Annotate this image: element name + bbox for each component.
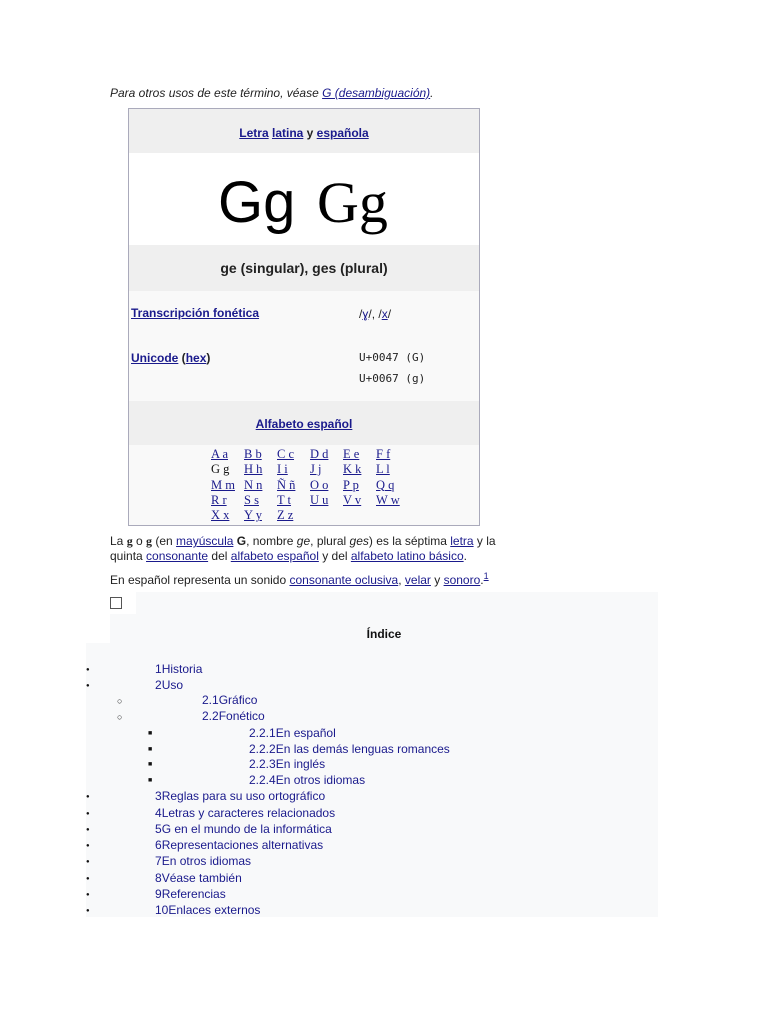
text: del [208, 549, 231, 563]
letter-link[interactable]: Ñ ñ [277, 477, 296, 492]
toc-number: 2.2 [202, 709, 219, 723]
toc-bullet: ● [86, 859, 90, 865]
toc-bullet: ● [86, 876, 90, 882]
toc-item[interactable] [155, 871, 242, 885]
espanola-link[interactable]: española [316, 126, 369, 140]
toc-item[interactable] [155, 789, 325, 803]
slash-close: / [387, 307, 392, 321]
toc-bullet: ○ [117, 696, 123, 706]
toc-number: 2.1 [202, 693, 219, 707]
toc-number: 2.2.4 [249, 773, 276, 787]
hatnote-period: . [430, 86, 434, 100]
toc-number: 9 [155, 887, 162, 901]
toc-item[interactable] [155, 887, 226, 901]
slash-mid: /, / [368, 307, 382, 321]
letter-link[interactable]: K k [343, 462, 362, 477]
toc-number: 5 [155, 822, 162, 836]
text: , nombre [246, 534, 297, 548]
hex-link[interactable]: hex [185, 351, 207, 365]
toc-item[interactable] [155, 822, 332, 836]
letra-link-2[interactable]: letra [450, 534, 474, 548]
transcripcion-label [131, 306, 259, 320]
letra-link[interactable]: Letra [239, 126, 269, 140]
toc-bullet: ■ [148, 777, 153, 784]
letter-link[interactable]: B b [244, 447, 262, 461]
letter-link[interactable]: X x [211, 508, 230, 523]
infobox-header [129, 109, 479, 153]
toc-number: 2.2.2 [249, 742, 276, 756]
toc-number: 2 [155, 678, 162, 692]
hatnote [110, 86, 434, 100]
glyph-serif: Gg [317, 170, 388, 235]
toc-text: Gráfico [218, 693, 258, 707]
toc-number: 2.2.1 [249, 726, 276, 740]
toc-bullet: ● [86, 892, 90, 898]
letter-link[interactable]: L l [376, 462, 390, 477]
toc-text: En español [275, 726, 336, 740]
toc-item[interactable] [155, 678, 183, 692]
toc-item[interactable] [202, 693, 257, 707]
alfabeto-latino-link[interactable]: alfabeto latino básico [350, 549, 464, 563]
unicode-link[interactable]: Unicode [131, 351, 179, 365]
text: ) es la séptima [368, 534, 451, 548]
toc-item[interactable] [155, 806, 335, 820]
g-serif-bold-2: g [146, 534, 153, 548]
toc-bullet: ■ [148, 746, 153, 753]
toc-bullet: ■ [148, 730, 153, 737]
toc-number: 2.2.3 [249, 757, 276, 771]
toc-text: Reglas para su uso ortográfico [161, 789, 326, 803]
intro-paragraph [110, 534, 570, 564]
slash-open: / [359, 307, 363, 321]
alphabet-row [211, 478, 401, 493]
toc-number: 1 [155, 662, 162, 676]
toc-text: Enlaces externos [168, 903, 261, 917]
letter-link[interactable]: C c [277, 447, 295, 461]
text: . [480, 573, 484, 587]
letter-link[interactable]: Y y [244, 508, 262, 523]
letter-link[interactable]: Q q [376, 477, 395, 492]
text: y [430, 573, 444, 587]
toc-bullet: ● [86, 683, 90, 689]
toc-bullet: ● [86, 843, 90, 849]
ges-italic: ges [349, 534, 369, 548]
toc-item[interactable] [249, 726, 336, 740]
letter-link[interactable]: O o [310, 477, 329, 492]
letter-link[interactable]: A a [211, 447, 229, 461]
sonoro-link[interactable]: sonoro [443, 573, 481, 587]
letter-link[interactable]: M m [211, 477, 235, 492]
toc-number: 4 [155, 806, 162, 820]
unicode-value-2: U+0067 (g) [359, 372, 426, 385]
text: , [398, 573, 405, 587]
phoneme-y-link[interactable]: ɣ [362, 307, 369, 321]
letter-link[interactable]: E e [343, 447, 360, 461]
phonetics-paragraph [110, 571, 489, 587]
alphabet-row [211, 447, 401, 462]
toc-item[interactable] [155, 854, 251, 868]
toc-text: Uso [161, 678, 184, 692]
toc-item[interactable] [202, 709, 265, 723]
toc-bullet: ● [86, 811, 90, 817]
toc-text: En otros idiomas [161, 854, 252, 868]
toc-bullet: ● [86, 794, 90, 800]
letter-link[interactable]: Z z [277, 508, 294, 523]
letter-link[interactable]: S s [244, 492, 259, 507]
toc-item[interactable] [155, 903, 260, 917]
transcripcion-value [359, 307, 391, 321]
toc-bullet: ■ [148, 761, 153, 768]
letter-link[interactable]: R r [211, 492, 227, 507]
letter-glyphs [129, 153, 479, 253]
latina-link[interactable]: latina [271, 126, 304, 140]
letter-name: ge (singular), ges (plural) [129, 245, 479, 291]
toc-bullet: ○ [117, 712, 123, 722]
toc-toggle-checkbox[interactable] [110, 597, 122, 609]
toc-item[interactable] [155, 662, 202, 676]
letter-link[interactable]: H h [244, 462, 263, 477]
letter-link[interactable]: W w [376, 492, 400, 507]
letter-link[interactable]: F f [376, 447, 391, 461]
alphabet-grid [211, 447, 401, 523]
unicode-value-1: U+0047 (G) [359, 351, 426, 364]
toc-text: En inglés [275, 757, 326, 771]
alfabeto-espanol-link-2[interactable]: alfabeto español [230, 549, 319, 563]
text: (en [152, 534, 177, 548]
toc-bullet: ● [86, 908, 90, 914]
toc-number: 7 [155, 854, 162, 868]
mayuscula-link[interactable]: mayúscula [176, 534, 234, 548]
phoneme-x-link[interactable]: x [381, 307, 388, 321]
oclusiva-link[interactable]: consonante oclusiva [289, 573, 399, 587]
text: La [110, 534, 127, 548]
text: y del [318, 549, 351, 563]
current-letter: G g [211, 462, 230, 477]
toc-text: Historia [161, 662, 203, 676]
letter-link[interactable]: U u [310, 492, 329, 507]
toc-text: Véase también [161, 871, 242, 885]
alphabet-row [211, 508, 401, 523]
toc-text: Referencias [161, 887, 226, 901]
toc-text: En otros idiomas [275, 773, 366, 787]
letter-link[interactable]: V v [343, 492, 362, 507]
toc-bullet: ● [86, 827, 90, 833]
text: . [463, 549, 467, 563]
letter-link[interactable]: D d [310, 447, 329, 461]
text: quinta [110, 549, 147, 563]
toc-text: En las demás lenguas romances [275, 742, 450, 756]
letter-link[interactable]: I i [277, 462, 288, 477]
alphabet-row [211, 462, 401, 477]
velar-link[interactable]: velar [404, 573, 431, 587]
letter-link[interactable]: J j [310, 462, 322, 477]
alphabet-row [211, 493, 401, 508]
toc-title: Índice [366, 627, 402, 641]
toc-text: Fonético [218, 709, 265, 723]
text: En español representa un sonido [110, 573, 290, 587]
ge-italic: ge [296, 534, 311, 548]
letter-link[interactable]: T t [277, 492, 292, 507]
alphabet-header [129, 401, 479, 445]
toc-item[interactable] [249, 773, 365, 787]
G-upper: G [236, 534, 247, 548]
toc-bullet: ● [86, 667, 90, 673]
g-serif-bold: g [126, 534, 133, 548]
toc-item[interactable] [249, 742, 450, 756]
letter-link[interactable]: P p [343, 477, 359, 492]
text: o [132, 534, 147, 548]
alfabeto-espanol-link[interactable]: Alfabeto español [255, 417, 353, 431]
header-y: y [303, 126, 317, 140]
consonante-link[interactable]: consonante [146, 549, 209, 563]
toc-item[interactable] [155, 838, 323, 852]
toc-text: G en el mundo de la informática [161, 822, 332, 836]
hatnote-text: Para otros usos de este término, véase [110, 86, 323, 100]
toc-number: 10 [155, 903, 169, 917]
unicode-label: Unicode (hex) [131, 351, 211, 365]
transcripcion-link[interactable]: Transcripción fonética [131, 306, 260, 320]
reference-link[interactable]: 1 [483, 571, 489, 581]
toc-text: Letras y caracteres relacionados [161, 806, 336, 820]
text: , plural [310, 534, 350, 548]
toc-item[interactable] [249, 757, 325, 771]
toc-number: 3 [155, 789, 162, 803]
toc-number: 6 [155, 838, 162, 852]
toc-text: Representaciones alternativas [161, 838, 324, 852]
text: y la [473, 534, 496, 548]
toc-number: 8 [155, 871, 162, 885]
disambiguation-link[interactable]: G (desambiguación) [322, 86, 431, 100]
glyph-sans: Gg [218, 170, 296, 235]
letter-infobox [128, 108, 480, 526]
letter-link[interactable]: N n [244, 477, 263, 492]
